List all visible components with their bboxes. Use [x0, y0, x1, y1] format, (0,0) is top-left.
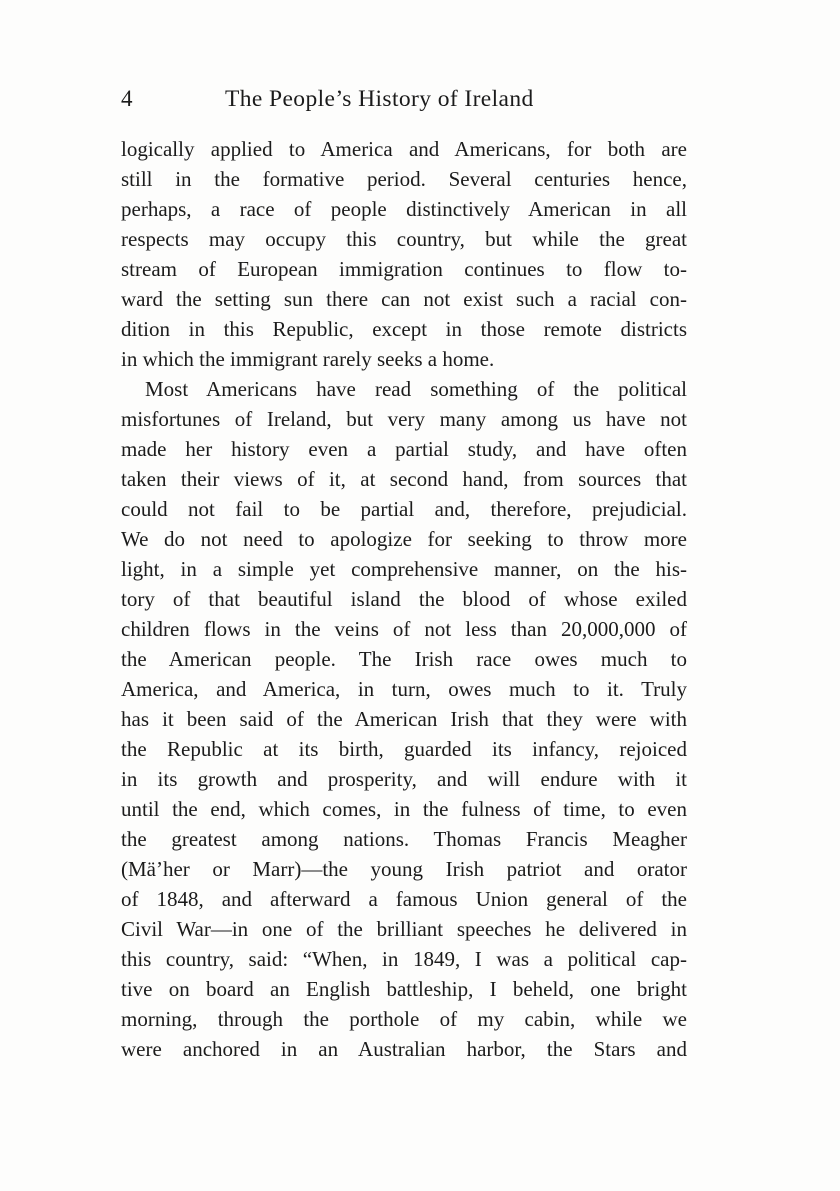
text-line: misfortunes of Ireland, but very many among us have not [121, 407, 687, 431]
running-title: The People’s History of Ireland [225, 86, 534, 112]
body-text [121, 134, 687, 1064]
text-line: were anchored in an Australian harbor, the Stars and [121, 1037, 687, 1061]
text-line: Most Americans have read something of the political [145, 377, 687, 401]
text-line: in its growth and prosperity, and will endure with it [121, 767, 687, 791]
text-line: ward the setting sun there can not exist such a racial con- [121, 287, 687, 311]
text-line: the Republic at its birth, guarded its infancy, rejoiced [121, 737, 687, 761]
text-line: logically applied to America and Americans, for both are [121, 137, 687, 161]
running-head [121, 82, 687, 116]
text-line: this country, said: “When, in 1849, I was a political cap- [121, 947, 687, 971]
text-line: until the end, which comes, in the fulness of time, to even [121, 797, 687, 821]
text-line: (Mä’her or Marr)—the young Irish patriot and orator [121, 857, 687, 881]
text-line: could not fail to be partial and, therefore, prejudicial. [121, 497, 687, 521]
text-line: made her history even a partial study, and have often [121, 437, 687, 461]
text-line: the American people. The Irish race owes much to [121, 647, 687, 671]
text-line: of 1848, and afterward a famous Union general of the [121, 887, 687, 911]
text-line: perhaps, a race of people distinctively American in all [121, 197, 687, 221]
text-line: still in the formative period. Several centuries hence, [121, 167, 687, 191]
text-line: dition in this Republic, except in those remote districts [121, 317, 687, 341]
text-line: Civil War—in one of the brilliant speeches he delivered in [121, 917, 687, 941]
text-line: taken their views of it, at second hand, from sources that [121, 467, 687, 491]
text-line: light, in a simple yet comprehensive manner, on the his- [121, 557, 687, 581]
text-line: in which the immigrant rarely seeks a home. [121, 347, 495, 371]
text-line: stream of European immigration continues to flow to- [121, 257, 687, 281]
page-number: 4 [121, 86, 133, 111]
text-line: the greatest among nations. Thomas Francis Meagher [121, 827, 687, 851]
text-line: We do not need to apologize for seeking to throw more [121, 527, 687, 551]
text-line: tory of that beautiful island the blood of whose exiled [121, 587, 687, 611]
text-line: tive on board an English battleship, I beheld, one bright [121, 977, 687, 1001]
text-line: respects may occupy this country, but while the great [121, 227, 687, 251]
text-line: America, and America, in turn, owes much to it. Truly [121, 677, 687, 701]
text-line: morning, through the porthole of my cabin, while we [121, 1007, 687, 1031]
text-line: children flows in the veins of not less than 20,000,000 of [121, 617, 687, 641]
text-line: has it been said of the American Irish that they were with [121, 707, 687, 731]
